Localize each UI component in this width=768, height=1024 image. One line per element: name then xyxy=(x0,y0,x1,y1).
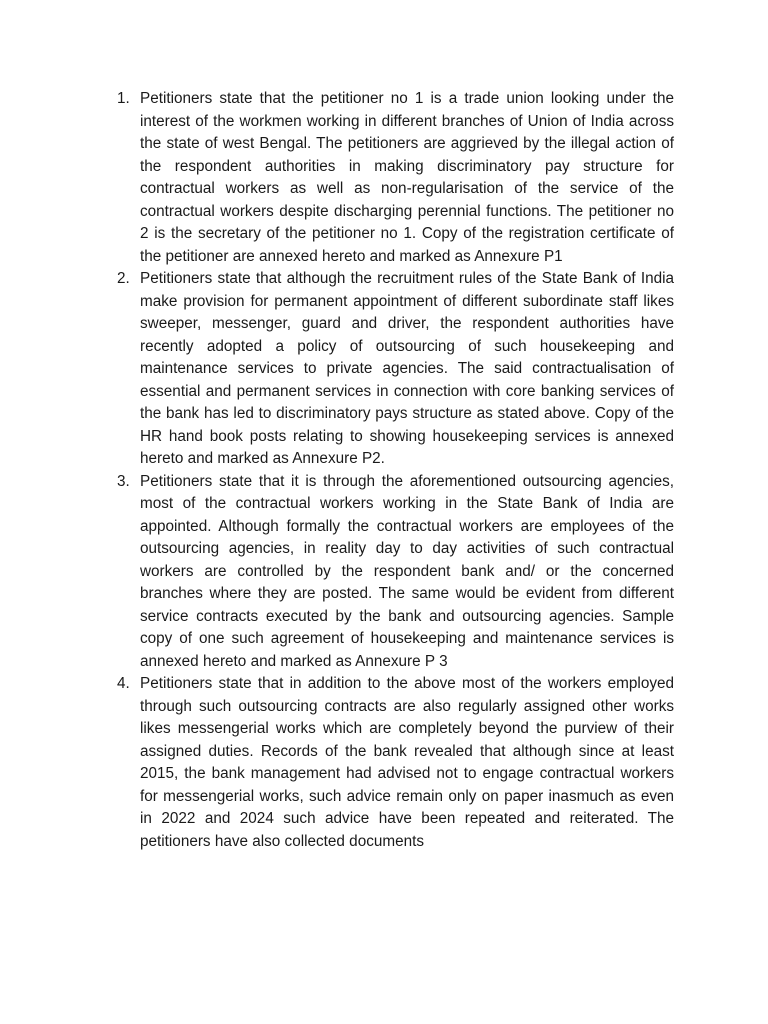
paragraph-text: Petitioners state that it is through the aforementioned outsourcing agencies, most of the contractual workers working in the State Bank of India are appointed. Although formally the contractual workers are employees of the outsourcing agencies, in reality day to day activities of such contractual workers are controlled by the respondent bank and/ or the concerned branches where they are posted. The same would be evident from different service contracts executed by the bank and outsourcing agencies. Sample copy of one such agreement of housekeeping and maintenance services is annexed hereto and marked as Annexure P 3 xyxy=(140,472,674,670)
paragraph-text: Petitioners state that in addition to the above most of the workers employed through such outsourcing contracts are also regularly assigned other works likes messengerial works which are completely beyond the purview of their assigned duties. Records of the bank revealed that although since at least 2015, the bank management had advised not to engage contractual workers for messengerial works, such advice remain only on paper inasmuch as even in 2022 and 2024 such advice have been repeated and reiterated. The petitioners have also collected documents xyxy=(140,675,674,850)
paragraph-number: 2. xyxy=(117,270,130,287)
paragraph-number: 1. xyxy=(117,90,130,107)
paragraph-item-2 xyxy=(0,268,768,471)
paragraph-number: 4. xyxy=(117,675,130,692)
paragraph-number: 3. xyxy=(117,472,130,490)
paragraph-text: Petitioners state that although the recruitment rules of the State Bank of India make provision for permanent appointment of different subordinate staff likes sweeper, messenger, guard and driver, the respondent authorities have recently adopted a policy of outsourcing of such housekeeping and maintenance services to private agencies. The said contractualisation of essential and permanent services in connection with core banking services of the bank has led to discriminatory pays structure as stated above. Copy of the HR hand book posts relating to showing housekeeping services is annexed hereto and marked as Annexure P2. xyxy=(140,270,674,467)
paragraph-item-1 xyxy=(0,88,768,268)
paragraph-text: Petitioners state that the petitioner no 1 is a trade union looking under the interest of the workmen working in different branches of Union of India across the state of west Bengal. The petitioners are aggrieved by the illegal action of the respondent authorities in making discriminatory pay structure for contractual workers as well as non-regularisation of the service of the contractual workers despite discharging perennial functions. The petitioner no 2 is the secretary of the petitioner no 1. Copy of the registration certificate of the petitioner are annexed hereto and marked as Annexure P1 xyxy=(140,90,674,265)
paragraph-item-4 xyxy=(0,673,768,853)
numbered-paragraph-list xyxy=(0,88,768,853)
paragraph-item-3 xyxy=(0,471,768,674)
